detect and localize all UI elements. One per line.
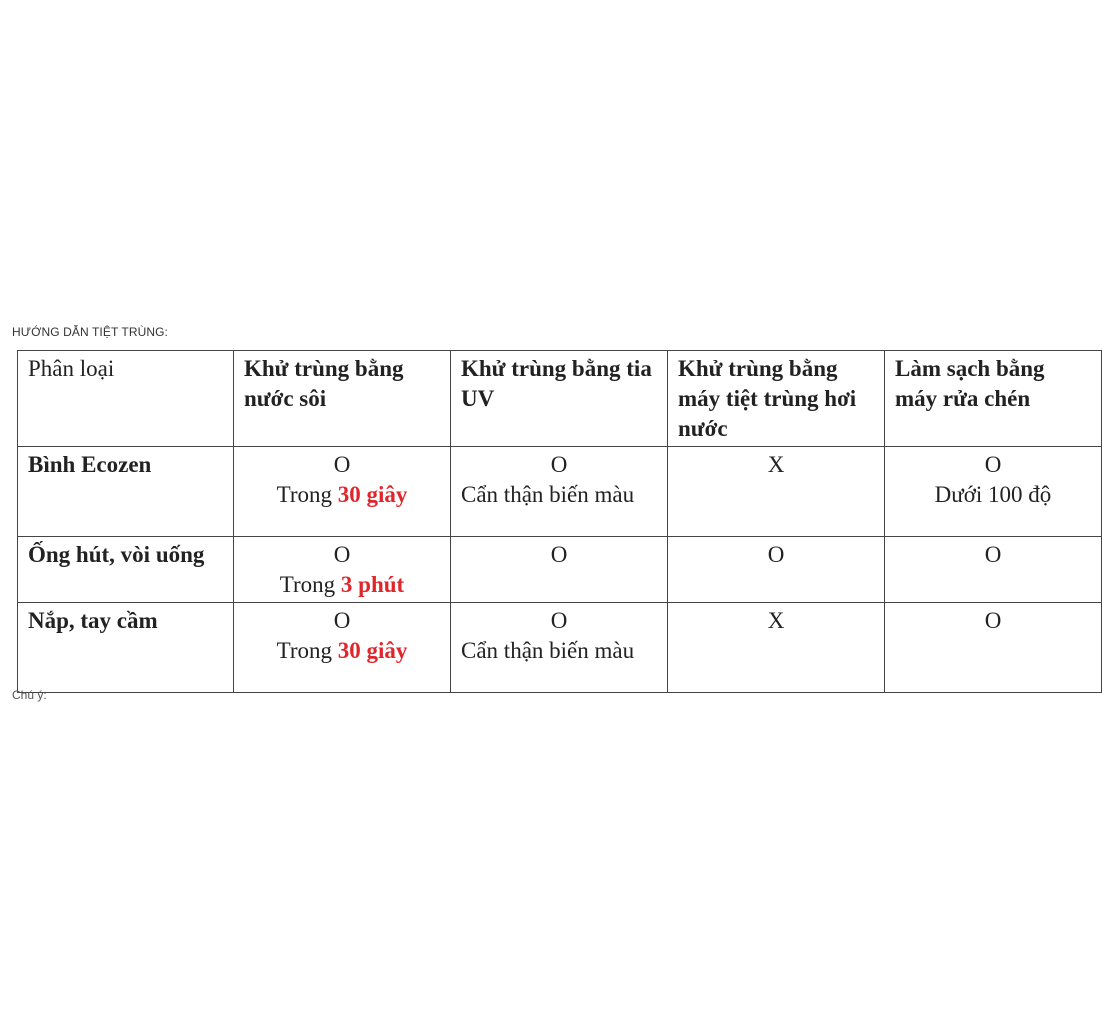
boil-prefix: Trong: [276, 638, 338, 663]
boil-time-line: [244, 480, 440, 510]
table-row: [18, 603, 1102, 693]
mark: O: [550, 452, 568, 477]
boil-prefix: Trong: [279, 572, 341, 597]
table-row: [18, 447, 1102, 537]
cell-uv: [451, 603, 668, 693]
cell-boiling: [234, 537, 451, 603]
mark: X: [767, 608, 785, 633]
boil-time: 3 phút: [340, 572, 405, 597]
table-header-row: [18, 351, 1102, 447]
row-label: Bình Ecozen: [18, 447, 234, 537]
cell-dishwasher: [885, 537, 1102, 603]
boil-time-line: [244, 570, 440, 600]
header-steam-sterilizer: Khử trùng bằng máy tiệt trùng hơi nước: [668, 351, 885, 447]
row-label: Ống hút, vòi uống: [18, 537, 234, 603]
cell-steam: [668, 537, 885, 603]
header-boiling-water: Khử trùng bằng nước sôi: [234, 351, 451, 447]
table-row: [18, 537, 1102, 603]
cell-dishwasher: [885, 447, 1102, 537]
cell-steam: [668, 603, 885, 693]
boil-time-line: [244, 636, 440, 666]
cell-boiling: [234, 447, 451, 537]
uv-note: Cẩn thận biến màu: [461, 482, 635, 507]
boil-time: 30 giây: [337, 482, 408, 507]
mark: O: [333, 608, 351, 633]
sterilization-table: [17, 350, 1102, 693]
mark: O: [333, 542, 351, 567]
mark: X: [767, 452, 785, 477]
mark: O: [984, 452, 1002, 477]
mark: O: [550, 608, 568, 633]
uv-note: Cẩn thận biến màu: [461, 638, 635, 663]
cell-boiling: [234, 603, 451, 693]
boil-prefix: Trong: [276, 482, 338, 507]
dishwasher-note: Dưới 100 độ: [934, 482, 1052, 507]
cell-dishwasher: [885, 603, 1102, 693]
mark: O: [550, 542, 568, 567]
note-label: Chú ý:: [12, 688, 47, 702]
row-label: Nắp, tay cầm: [18, 603, 234, 693]
header-dishwasher: Làm sạch bằng máy rửa chén: [885, 351, 1102, 447]
cell-steam: [668, 447, 885, 537]
boil-time: 30 giây: [337, 638, 408, 663]
header-uv: Khử trùng bằng tia UV: [451, 351, 668, 447]
cell-uv: [451, 447, 668, 537]
page-heading: HƯỚNG DẪN TIỆT TRÙNG:: [12, 325, 168, 339]
mark: O: [984, 542, 1002, 567]
header-category: Phân loại: [18, 351, 234, 447]
mark: O: [767, 542, 785, 567]
mark: O: [333, 452, 351, 477]
sterilization-table-wrapper: [17, 350, 1052, 693]
cell-uv: [451, 537, 668, 603]
mark: O: [984, 608, 1002, 633]
